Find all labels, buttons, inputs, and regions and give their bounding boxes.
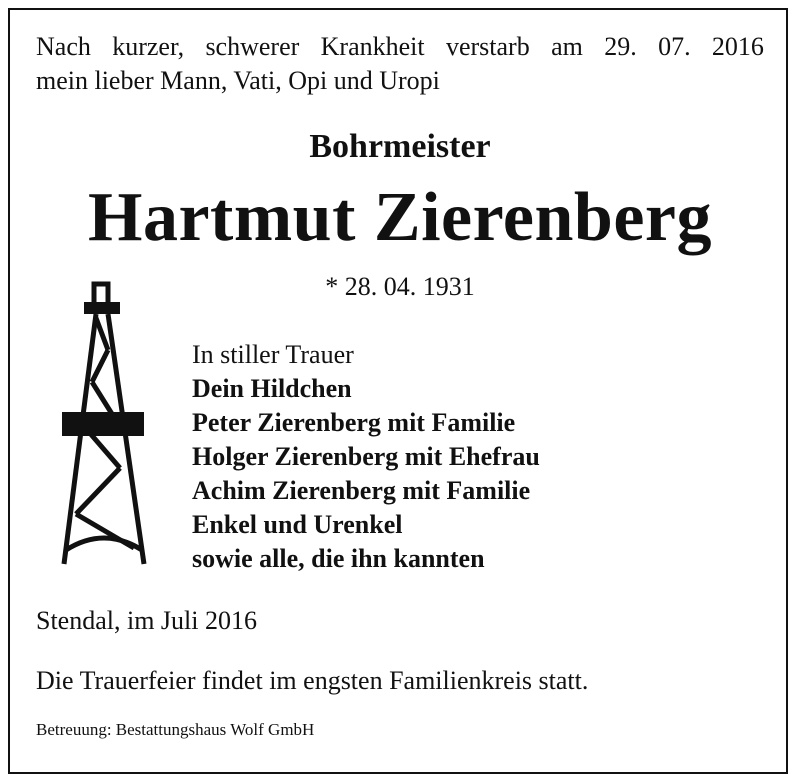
intro-line-2: mein lieber Mann, Vati, Opi und Uropi: [36, 66, 440, 95]
intro-text: [36, 30, 764, 98]
intro-line-1: [36, 30, 764, 64]
mourner-line: Holger Zierenberg mit Ehefrau: [192, 442, 540, 471]
care-note: Betreuung: Bestattungshaus Wolf GmbH: [36, 720, 315, 739]
mourner-line: Achim Zierenberg mit Familie: [192, 476, 531, 505]
place-date: Stendal, im Juli 2016: [36, 606, 257, 635]
intro-word: 2016: [711, 32, 764, 61]
mourner-line: Peter Zierenberg mit Familie: [192, 408, 516, 437]
intro-word: kurzer,: [112, 32, 185, 61]
mourners-block: [192, 338, 752, 576]
oil-derrick-icon: [56, 278, 152, 570]
deceased-name: Hartmut Zierenberg: [88, 179, 712, 256]
mourner-line: Dein Hildchen: [192, 374, 352, 403]
intro-word: Krankheit: [320, 32, 425, 61]
intro-word: 07.: [658, 32, 691, 61]
mourner-line: sowie alle, die ihn kannten: [192, 544, 485, 573]
intro-word: am: [551, 32, 583, 61]
intro-word: schwerer: [205, 32, 300, 61]
intro-word: 29.: [604, 32, 637, 61]
birth-date: * 28. 04. 1931: [325, 272, 475, 301]
mourners-heading: In stiller Trauer: [192, 340, 354, 369]
profession-title: Bohrmeister: [309, 128, 491, 165]
intro-word: Nach: [36, 32, 91, 61]
funeral-note: Die Trauerfeier findet im engsten Familienkreis statt.: [36, 666, 589, 695]
intro-word: verstarb: [445, 32, 530, 61]
mourner-line: Enkel und Urenkel: [192, 510, 403, 539]
